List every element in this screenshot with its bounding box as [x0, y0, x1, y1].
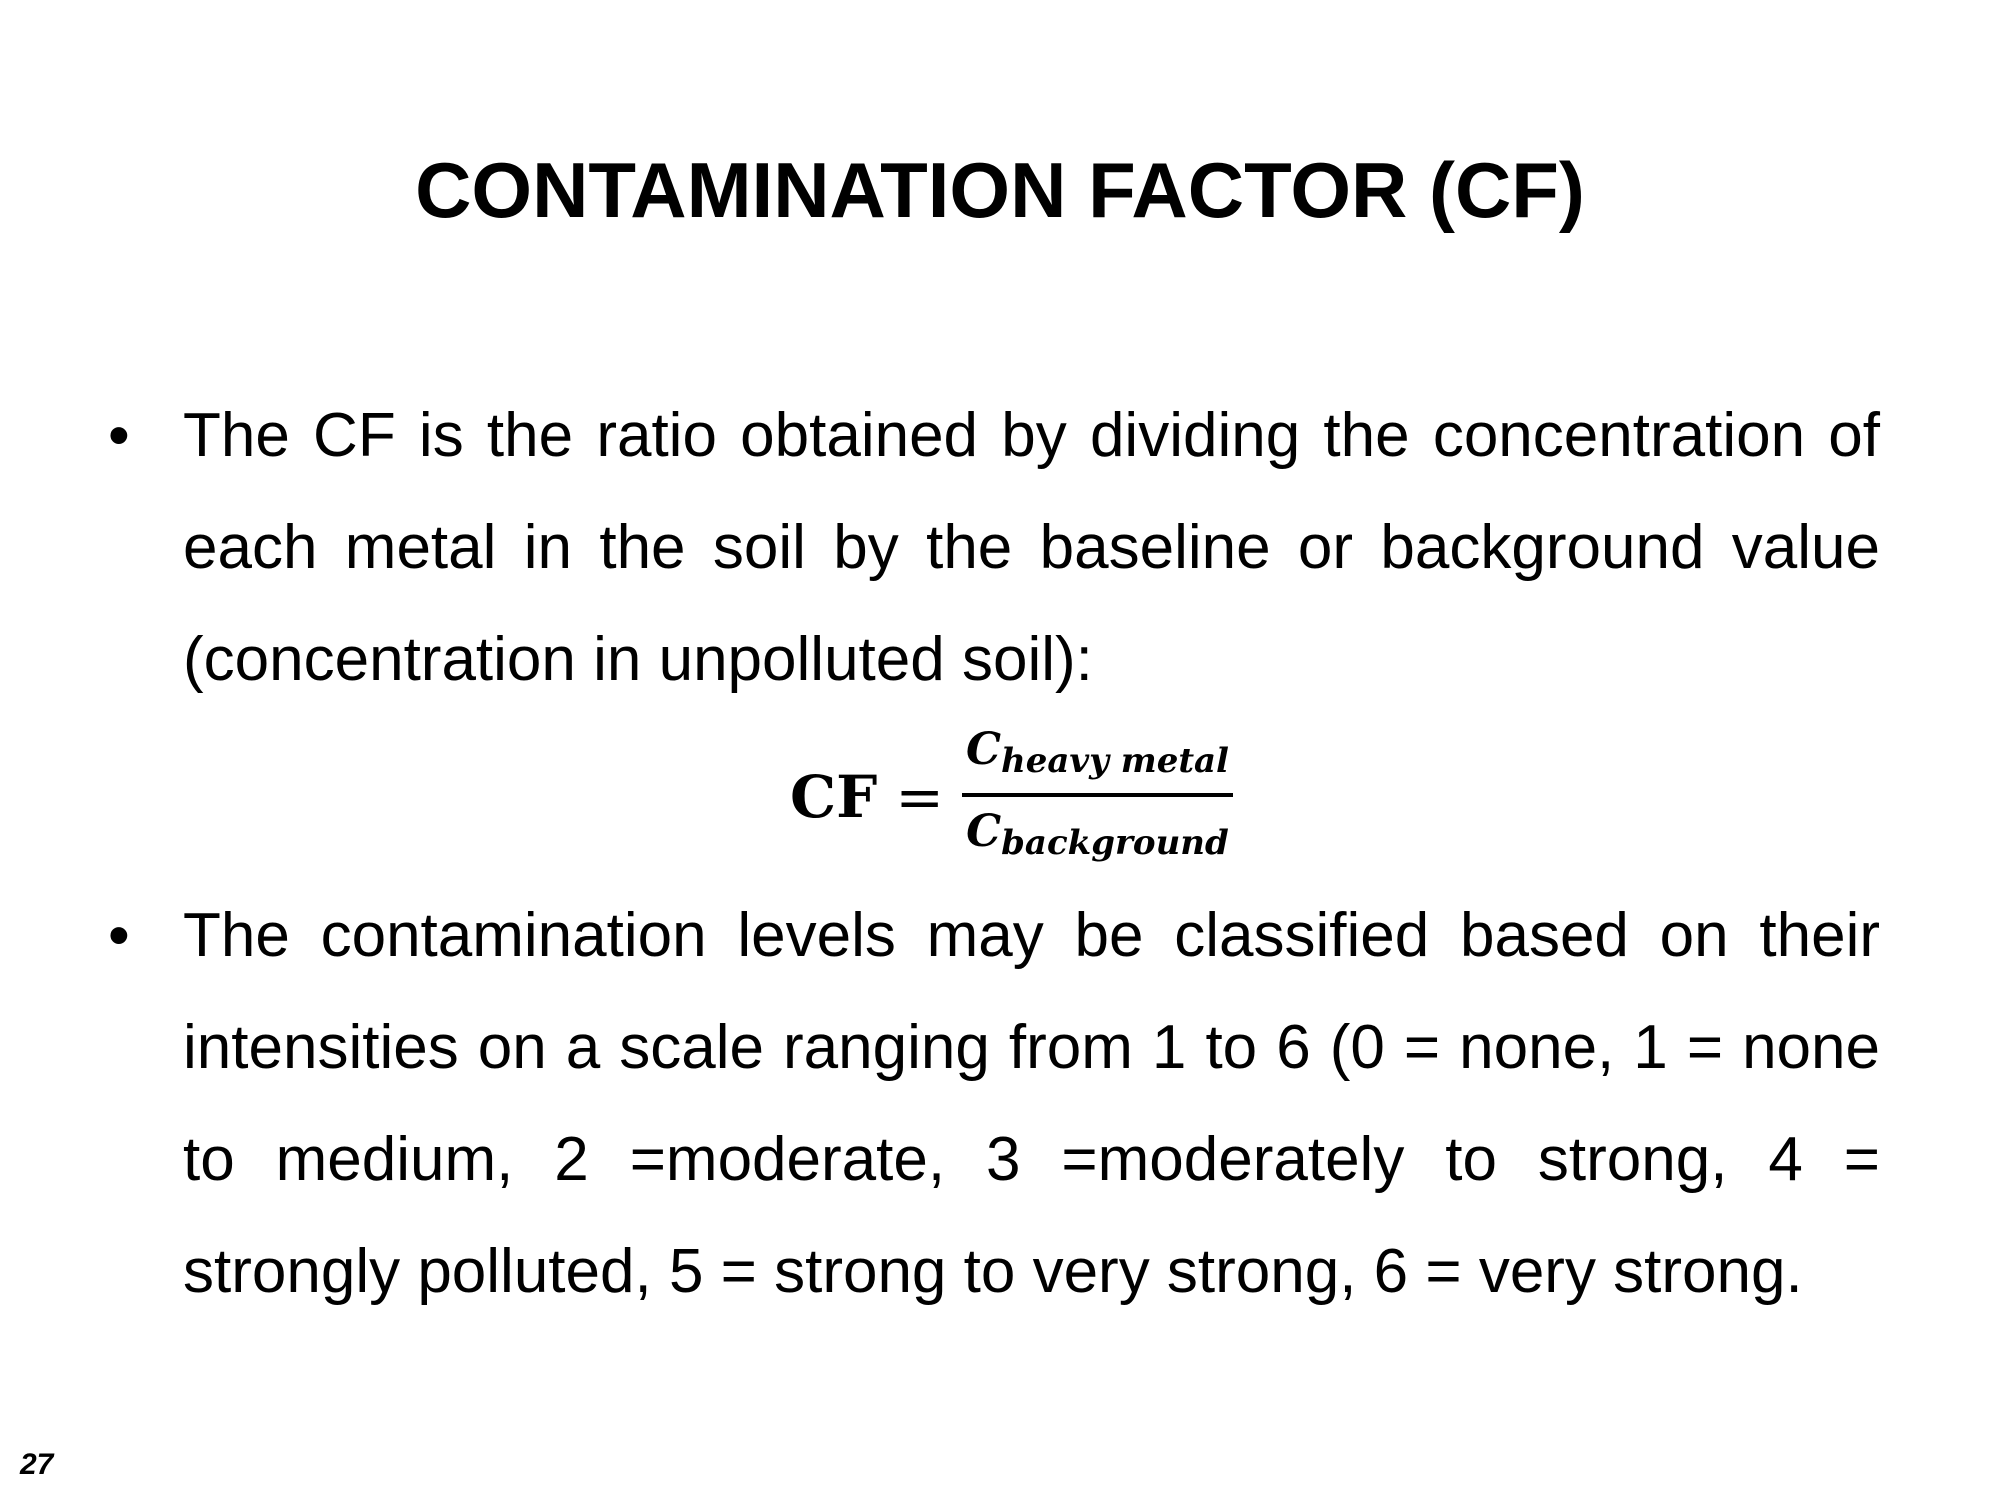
denominator-symbol: C — [966, 806, 1002, 857]
fraction-bar — [962, 793, 1233, 797]
formula-numerator — [962, 720, 1233, 791]
page-number: 27 — [20, 1448, 54, 1481]
numerator-symbol: C — [965, 724, 1001, 775]
formula-denominator — [962, 801, 1233, 874]
bullet-text-cf-definition: The CF is the ratio obtained by dividing the concentration of each metal in the soil by the baseline or background value (concentration in unpolluted soil): — [183, 401, 1880, 694]
denominator-subscript: background — [1001, 823, 1229, 863]
formula-fraction — [962, 720, 1233, 874]
bullet-marker: • — [108, 901, 130, 970]
bullet-text-contamination-levels: The contamination levels may be classified based on their intensities on a scale ranging from 1 to 6 (0 = none, 1 = none to medium, 2 =moderate, 3 =moderately to strong, 4 = strongly polluted, 5 = strong to very strong, 6 = very strong. — [183, 901, 1880, 1306]
numerator-subscript: heavy metal — [1000, 741, 1229, 781]
bullet-marker: • — [108, 401, 130, 470]
cf-formula — [790, 722, 1233, 872]
slide-title: CONTAMINATION FACTOR (CF) — [415, 146, 1585, 234]
formula-equals-sign: = — [895, 763, 944, 831]
formula-lhs: CF — [790, 763, 878, 831]
